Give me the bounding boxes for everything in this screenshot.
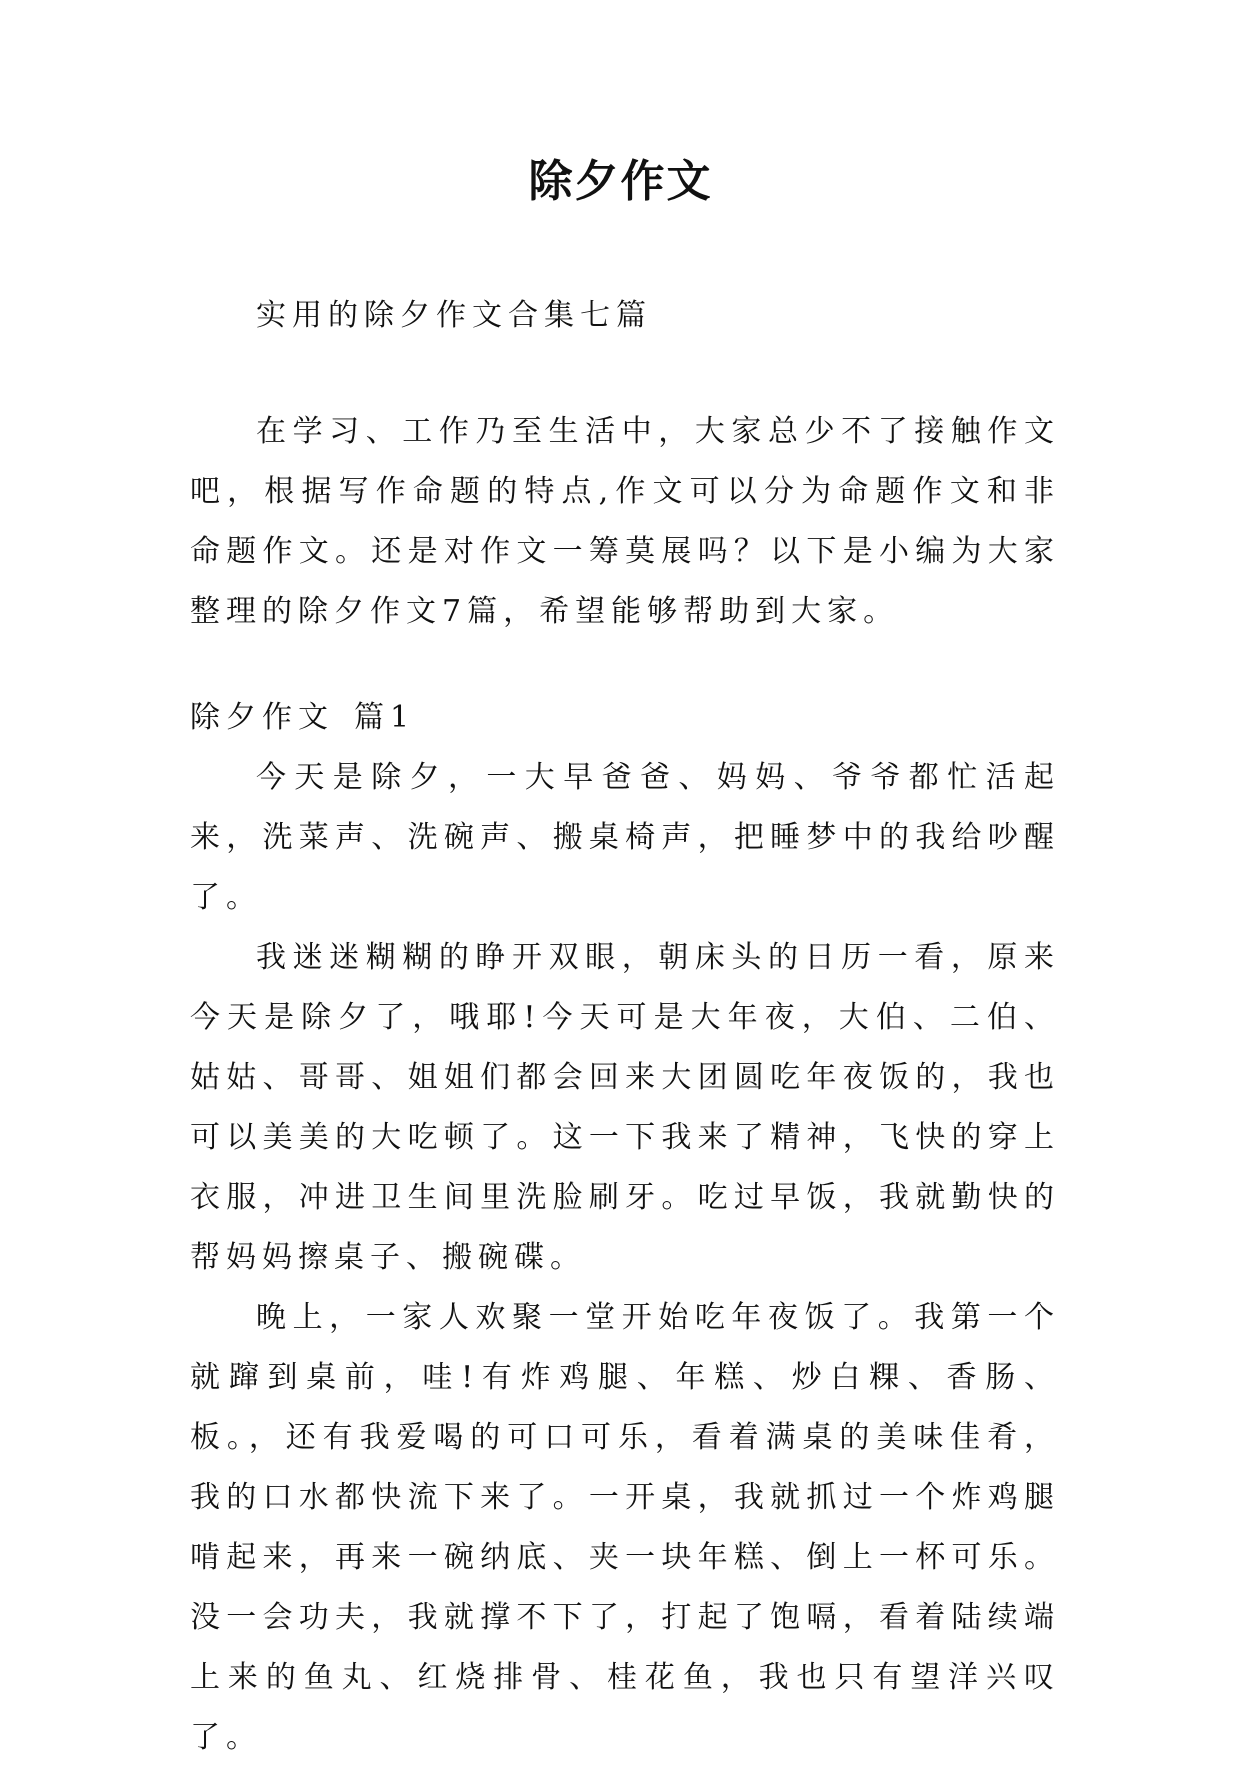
- essay-section: [190, 688, 1060, 1768]
- essay-paragraph: 今天是除夕，一大早爸爸、妈妈、爷爷都忙活起来，洗菜声、洗碗声、搬桌椅声，把睡梦中的我给吵醒了。: [190, 760, 1060, 915]
- document-subtitle: 实用的除夕作文合集七篇: [256, 298, 652, 333]
- intro-paragraph: 在学习、工作乃至生活中，大家总少不了接触作文吧，根据写作命题的特点,作文可以分为命题作文和非命题作文。还是对作文一筹莫展吗？以下是小编为大家整理的除夕作文7篇，希望能够帮助到大家。: [190, 414, 1060, 629]
- section-heading: [190, 688, 1060, 748]
- document-title: 除夕作文: [528, 156, 713, 207]
- section-heading-number: 篇1: [354, 700, 416, 735]
- section-heading-title: 除夕作文: [190, 700, 334, 735]
- essay-paragraph: 晚上，一家人欢聚一堂开始吃年夜饭了。我第一个就蹿到桌前，哇!有炸鸡腿、年糕、炒白粿、香肠、板。，还有我爱喝的可口可乐，看着满桌的美味佳肴，我的口水都快流下来了。一开桌，我就抓过一个炸鸡腿啃起来，再来一碗纳底、夹一块年糕、倒上一杯可乐。没一会功夫，我就撑不下了，打起了饱嗝，看着陆续端上来的鱼丸、红烧排骨、桂花鱼，我也只有望洋兴叹了。: [190, 1300, 1060, 1755]
- essay-paragraph: 我迷迷糊糊的睁开双眼，朝床头的日历一看，原来今天是除夕了，哦耶!今天可是大年夜，大伯、二伯、姑姑、哥哥、姐姐们都会回来大团圆吃年夜饭的，我也可以美美的大吃顿了。这一下我来了精神，飞快的穿上衣服，冲进卫生间里洗脸刷牙。吃过早饭，我就勤快的帮妈妈擦桌子、搬碗碟。: [190, 940, 1060, 1275]
